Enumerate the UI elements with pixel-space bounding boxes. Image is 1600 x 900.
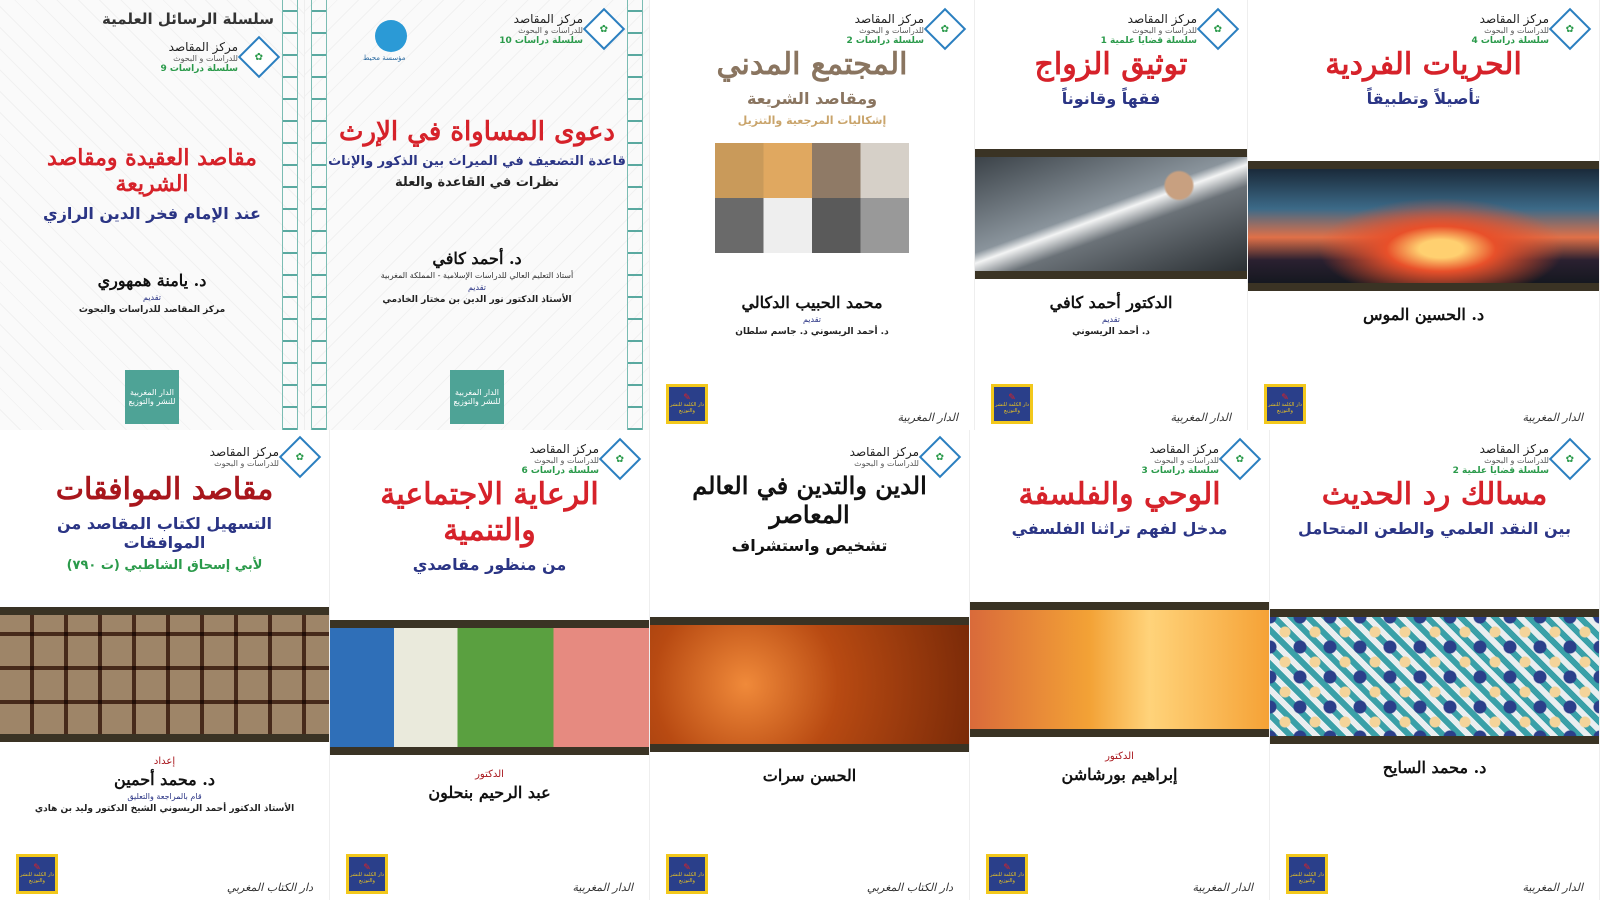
center-logo-icon: ✿ [1197,8,1239,50]
center-name: مركز المقاصد [1127,12,1197,26]
series-label: سلسلة دراسات 6 [521,465,599,476]
book-title: الدين والتدين في العالم المعاصر [692,471,927,529]
book-subtitle: مدخل لفهم تراثنا الفلسفي [1011,518,1228,538]
author-name: د. محمد أحمين [114,770,215,789]
book-title: مقاصد العقيدة ومقاصد الشريعة [47,144,257,198]
center-name: مركز المقاصد [1479,12,1549,26]
publisher-center-header [1453,442,1585,477]
center-name: مركز المقاصد [513,12,583,26]
publisher-name-left: دار الكلمة للنشر والتوزيع [349,872,385,884]
publisher-center-header [499,12,619,47]
publisher-logo-kalima [346,854,388,894]
publisher-center-header [1101,12,1233,47]
book-subtitle: ومقاصد الشريعة [746,88,878,108]
mosaic-image [1270,609,1599,744]
book-subtitle: قاعدة التضعيف في الميراث بين الذكور والإناث [328,153,626,169]
book-title: توثيق الزواج [1034,46,1188,82]
kalima-logo-icon: ✎ [683,862,691,873]
book-cover[interactable] [0,430,330,900]
center-logo-icon: ✿ [583,8,625,50]
publisher-name-left: دار الكلمة للنشر والتوزيع [989,872,1025,884]
carving-image [650,617,969,752]
author-block [1050,293,1173,337]
book-subtitle: التسهيل لكتاب المقاصد من الموافقات [56,514,273,552]
publisher-center-header [1141,442,1255,477]
publisher-center-header [1471,12,1585,47]
author-block [35,756,294,814]
introduction-label: تقديم [467,282,487,292]
introduction-label: تقديم [802,315,822,325]
publisher-center-header [850,442,955,472]
title-block [1021,47,1202,108]
book-subtitle: تشخيص واستشراف [731,535,888,555]
book-title: الرعاية الاجتماعية والتنمية [380,476,599,548]
series-heading: سلسلة الرسائل العلمية [102,10,274,28]
author-name: عبد الرحيم بنحلون [428,782,551,802]
publisher-footer [0,848,329,900]
book-cover[interactable] [1270,430,1600,900]
publisher-name-right: الدار المغربية [1170,411,1231,424]
author-label: الدكتور [475,768,504,780]
publisher-footer [1270,848,1599,900]
publisher-footer [330,848,649,900]
author-name: د. محمد السايح [1382,757,1487,777]
center-logo-icon: ✿ [924,8,966,50]
center-text [846,12,924,47]
book-title: دعوى المساواة في الإرث [339,116,615,147]
introduction-label: قام بالمراجعة والتعليق [127,792,202,801]
publisher-logo-kalima [666,384,708,424]
center-logo-icon: ✿ [238,36,280,78]
publisher-logo-kalima [666,854,708,894]
book-subtitle-secondary: نظرات في القاعدة والعلة [395,174,559,190]
center-subtitle: للدراسات و البحوث [214,459,279,469]
sunset-image [1248,161,1599,291]
center-name: مركز المقاصد [209,445,279,459]
author-name: إبراهيم بورشاشن [1061,764,1178,784]
center-text [499,12,583,47]
author-block [79,271,225,315]
center-name: مركز المقاصد [529,442,599,456]
publisher-center-header [160,40,274,75]
publisher-footer [650,378,974,430]
publisher-logo-kalima [991,384,1033,424]
publisher-logo: الدار المغربية للنشر والتوزيع [450,370,504,424]
kalima-logo-icon: ✎ [1303,862,1311,873]
publisher-footer [970,848,1269,900]
publisher-name-left: دار الكلمة للنشر والتوزيع [19,872,55,884]
series-label: سلسلة دراسات 3 [1141,465,1219,476]
kalima-logo-icon: ✎ [1003,862,1011,873]
author-label: إعداد [153,756,176,767]
publisher-footer [650,848,969,900]
publisher-footer [305,364,649,430]
book-subtitle-secondary: لأبي إسحاق الشاطبي (ت ٧٩٠) [66,558,263,573]
introduction-by: مركز المقاصد للدراسات والبحوث [78,305,226,316]
book-subtitle-secondary: إشكاليات المرجعية والتنزيل [737,113,887,127]
title-block [314,47,640,190]
publisher-name-right: الدار المغربية [897,411,958,424]
book-title: مسالك رد الحديث [1321,476,1548,512]
book-subtitle: بين النقد العلمي والطعن المتحامل [1298,518,1571,538]
introduction-by: د. أحمد الريسوني د. جاسم سلطان [735,327,889,338]
title-block [1284,477,1585,538]
kalima-logo-icon: ✎ [363,862,371,873]
center-logo-icon: ✿ [1549,8,1591,50]
publisher-center-header [521,442,635,477]
introduction-by: الأستاذ الدكتور أحمد الريسوني الشيخ الدكتور وليد بن هادي [34,804,295,814]
book-subtitle: عند الإمام فخر الدين الرازي [43,203,261,223]
author-note: أستاذ التعليم العالي للدراسات الإسلامية - المملكة المغربية [380,270,574,280]
book-subtitle: من منظور مقاصدي [412,554,567,574]
author-block [1363,305,1484,324]
author-block [428,769,550,802]
book-cover[interactable] [1248,0,1600,430]
wedding-image [975,149,1247,279]
title-block [703,47,922,127]
book-title: المجتمع المدني [716,46,908,82]
center-subtitle: للدراسات و البحوث [1484,456,1549,466]
author-block [1383,758,1487,777]
publisher-name-right: الدار المغربية [1522,881,1583,894]
center-text [1453,442,1549,477]
title-block [998,477,1242,538]
author-block [763,766,856,785]
series-label: سلسلة دراسات 10 [499,35,583,46]
series-label: سلسلة دراسات 9 [160,63,238,74]
center-text [1471,12,1549,47]
series-label: سلسلة دراسات 2 [846,35,924,46]
kalima-logo-icon: ✎ [1008,392,1016,403]
publisher-logo-kalima [1286,854,1328,894]
publisher-center-header [846,12,960,47]
introduction-label: تقديم [143,293,162,303]
center-name: مركز المقاصد [1479,442,1549,456]
center-subtitle: للدراسات و البحوث [859,26,924,36]
book-cover[interactable] [970,430,1270,900]
title-block [330,477,649,574]
publisher-footer [0,364,304,430]
publisher-name-left: دار الكلمة للنشر والتوزيع [669,402,705,414]
author-block [381,249,573,305]
center-logo-icon: ✿ [1549,438,1591,480]
publisher-name-left: دار الكلمة للنشر والتوزيع [669,872,705,884]
book-subtitle: تأصيلاً وتطبيقاً [1366,88,1481,108]
center-subtitle: للدراسات و البحوث [1484,26,1549,36]
center-logo-icon: ✿ [599,438,641,480]
book-cover[interactable] [330,430,650,900]
geometric-image [0,607,329,742]
center-text [1141,442,1219,477]
partner-logo-icon [375,20,407,52]
author-name: محمد الحبيب الدكالي [741,293,883,313]
center-subtitle: للدراسات و البحوث [1154,456,1219,466]
publisher-name-right: الدار المغربية [1192,881,1253,894]
center-subtitle: للدراسات و البحوث [534,456,599,466]
title-block [0,472,329,573]
author-name: الحسن سرات [762,766,857,786]
publisher-name-right: الدار المغربية [572,881,633,894]
publisher-logo: الدار المغربية للنشر والتوزيع [125,370,179,424]
book-cover[interactable] [650,430,970,900]
author-block [735,293,888,337]
publisher-name-left: دار الكلمة للنشر والتوزيع [994,402,1030,414]
center-text [521,442,599,477]
publisher-logo-kalima [986,854,1028,894]
series-label: سلسلة دراسات 4 [1471,35,1549,46]
book-title: الوحي والفلسفة [1018,476,1221,512]
publisher-footer [1248,378,1599,430]
center-name: مركز المقاصد [849,445,919,459]
book-cover[interactable] [305,0,650,430]
author-name: د. يامنة همهوري [97,271,207,291]
center-subtitle: للدراسات و البحوث [854,459,919,469]
center-name: مركز المقاصد [168,40,238,54]
center-logo-icon: ✿ [279,436,321,478]
book-cover[interactable] [975,0,1248,430]
publisher-logo-kalima [16,854,58,894]
center-text [160,40,238,75]
center-text [210,445,279,469]
introduction-by: الأستاذ الدكتور نور الدين بن مختار الخادمي [382,294,572,305]
title-block [1311,47,1536,108]
publisher-name-right: دار الكتاب المغربي [226,881,313,894]
series-label: سلسلة قضايا علمية 2 [1452,465,1549,476]
lanterns-image [970,602,1269,737]
center-name: مركز المقاصد [854,12,924,26]
publisher-name-right: دار الكتاب المغربي [866,881,953,894]
kalima-logo-icon: ✎ [683,392,691,403]
center-subtitle: للدراسات و البحوث [518,26,583,36]
publisher-center-header [210,442,315,472]
center-subtitle: للدراسات و البحوث [173,54,238,64]
introduction-by: د. أحمد الريسوني [1072,326,1150,337]
publisher-name-left: دار الكلمة للنشر والتوزيع [1289,872,1325,884]
title-block [0,75,304,223]
author-block [1062,751,1178,784]
book-title: مقاصد الموافقات [55,472,274,507]
center-text [850,445,919,469]
partner-name: مؤسسة محيط [363,54,406,62]
author-name: د. الحسين الموس [1362,305,1485,325]
puzzle-image [715,143,909,253]
author-label: الدكتور [1105,750,1134,762]
book-title: الحريات الفردية [1325,46,1522,82]
introduction-label: تقديم [1102,314,1121,324]
book-cover[interactable] [650,0,975,430]
center-logo-icon: ✿ [919,436,961,478]
garden-image [330,620,649,755]
center-name: مركز المقاصد [1149,442,1219,456]
kalima-logo-icon: ✎ [1281,392,1289,403]
publisher-logo-kalima [1264,384,1306,424]
book-subtitle: فقهاً وقانوناً [1061,88,1161,108]
publisher-footer [975,378,1247,430]
author-name: د. أحمد كافي [432,248,522,268]
publisher-name-left: دار الكلمة للنشر والتوزيع [1267,402,1303,414]
center-text [1101,12,1197,47]
center-subtitle: للدراسات و البحوث [1132,26,1197,36]
author-name: الدكتور أحمد كافي [1049,292,1173,312]
book-cover[interactable] [0,0,305,430]
title-block [650,472,969,555]
center-logo-icon: ✿ [1219,438,1261,480]
series-label: سلسلة قضايا علمية 1 [1100,35,1197,46]
publisher-name-right: الدار المغربية [1522,411,1583,424]
kalima-logo-icon: ✎ [33,862,41,873]
